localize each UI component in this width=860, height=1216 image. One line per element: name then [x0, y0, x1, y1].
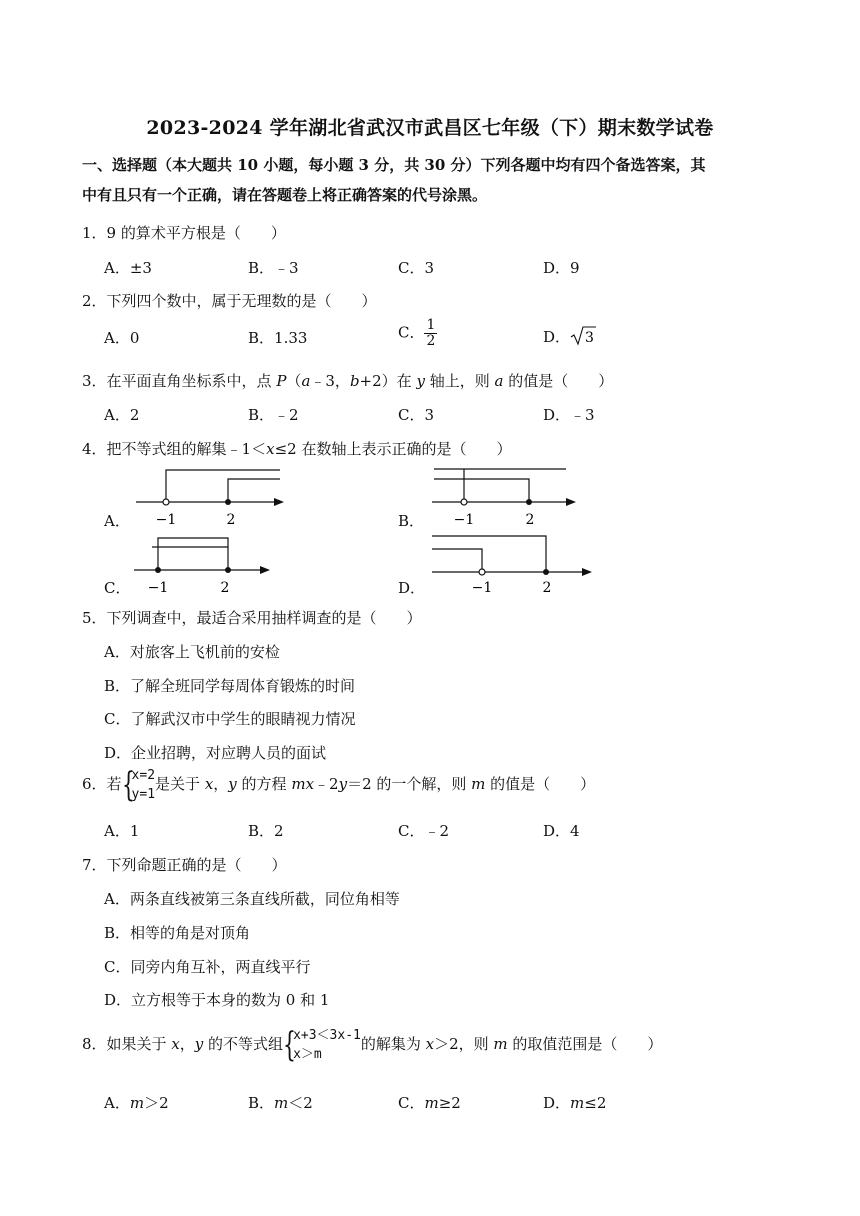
question-1-option-a: A．±3 [104, 259, 152, 277]
question-7-option-b: B．相等的角是对顶角 [104, 924, 251, 942]
question-3-stem: 3．在平面直角坐标系中，点 P（a﹣3，b+2）在 y 轴上，则 a 的值是（ ） [82, 372, 614, 390]
section-line-1: 一、选择题（本大题共 10 小题，每小题 3 分，共 30 分）下列各题中均有四个备选答案，其 [82, 156, 706, 174]
question-5-option-a: A．对旅客上飞机前的安检 [104, 643, 280, 661]
question-5-option-b: B．了解全班同学每周体育锻炼的时间 [104, 677, 356, 695]
number-line-a [130, 464, 290, 528]
question-8-option-d: D．m≤2 [543, 1094, 607, 1112]
question-1-option-d: D．9 [543, 259, 580, 277]
section-line-2: 中有且只有一个正确，请在答题卷上将正确答案的代号涂黑。 [82, 186, 488, 204]
tick-label-neg1: −1 [155, 512, 177, 528]
question-2-stem: 2．下列四个数中，属于无理数的是（ ） [82, 292, 377, 310]
tick-label-neg1: −1 [453, 512, 475, 528]
question-4-option-c-label: C． [104, 579, 131, 597]
question-6-stem: 6．若 { x=2 y=1 是关于 x，y 的方程 mx﹣2y＝2 的一个解，则 m 的值是（ ） [82, 765, 596, 805]
question-5-option-c: C．了解武汉市中学生的眼睛视力情况 [104, 710, 356, 728]
question-2-option-d [543, 325, 596, 347]
question-6-option-d: D．4 [543, 822, 580, 840]
fraction-numerator: 1 [426, 317, 436, 333]
question-2-option-b: B．1.33 [248, 329, 308, 347]
radicand: 3 [585, 330, 594, 346]
fraction-denominator: 2 [426, 333, 436, 349]
fraction [424, 318, 437, 349]
question-3-option-d: D．﹣3 [543, 406, 595, 424]
number-line-c [130, 532, 280, 596]
tick-label-2: 2 [226, 512, 236, 528]
question-8-option-c: C．m≥2 [398, 1094, 461, 1112]
radical-sign-icon [570, 325, 596, 347]
question-7-option-c: C．同旁内角互补，两直线平行 [104, 958, 311, 976]
question-6-option-c: C．﹣2 [398, 822, 450, 840]
inequality-system: { x+3＜3x-1 x＞m [283, 1025, 361, 1065]
question-1-option-c: C．3 [398, 259, 435, 277]
question-3-option-a: A．2 [104, 406, 140, 424]
question-7-option-d: D．立方根等于本身的数为 0 和 1 [104, 991, 330, 1009]
tick-label-2: 2 [220, 580, 230, 596]
question-8-stem: 8．如果关于 x，y 的不等式组 { x+3＜3x-1 x＞m 的解集为 x＞2，则 m 的取值范围是（ ） [82, 1025, 663, 1065]
question-4-stem: 4．把不等式组的解集﹣1＜x≤2 在数轴上表示正确的是（ ） [82, 440, 512, 458]
tick-label-2: 2 [542, 580, 552, 596]
question-3-option-b: B．﹣2 [248, 406, 299, 424]
option-d-label: D． [543, 328, 571, 346]
question-3-option-c: C．3 [398, 406, 435, 424]
number-line-b [426, 464, 586, 528]
question-8-option-a: A．m＞2 [104, 1094, 169, 1112]
question-2-option-c [398, 318, 437, 349]
question-8-option-b: B．m＜2 [248, 1094, 313, 1112]
number-line-d [426, 532, 602, 596]
question-4-option-a-label: A． [104, 512, 130, 530]
tick-label-neg1: −1 [471, 580, 493, 596]
question-6-option-a: A．1 [104, 822, 140, 840]
question-4-option-b-label: B． [398, 512, 425, 530]
tick-label-2: 2 [525, 512, 535, 528]
page-title: 2023-2024 学年湖北省武汉市武昌区七年级（下）期末数学试卷 [146, 117, 714, 139]
question-6-option-b: B．2 [248, 822, 284, 840]
question-7-option-a: A．两条直线被第三条直线所截，同位角相等 [104, 890, 400, 908]
brace-icon: { [121, 765, 135, 805]
question-1-option-b: B．﹣3 [248, 259, 299, 277]
equation-system: { x=2 y=1 [121, 765, 156, 805]
option-c-label: C． [398, 323, 425, 342]
question-4-option-d-label: D． [398, 579, 426, 597]
question-2-option-a: A．0 [104, 329, 140, 347]
question-5-option-d: D．企业招聘，对应聘人员的面试 [104, 744, 327, 762]
question-5-stem: 5．下列调查中，最适合采用抽样调查的是（ ） [82, 609, 422, 627]
question-7-stem: 7．下列命题正确的是（ ） [82, 856, 287, 874]
tick-label-neg1: −1 [147, 580, 169, 596]
brace-icon: { [283, 1025, 297, 1065]
section-heading [82, 150, 792, 210]
question-1-stem: 1．9 的算术平方根是（ ） [82, 224, 286, 242]
square-root [570, 325, 596, 347]
